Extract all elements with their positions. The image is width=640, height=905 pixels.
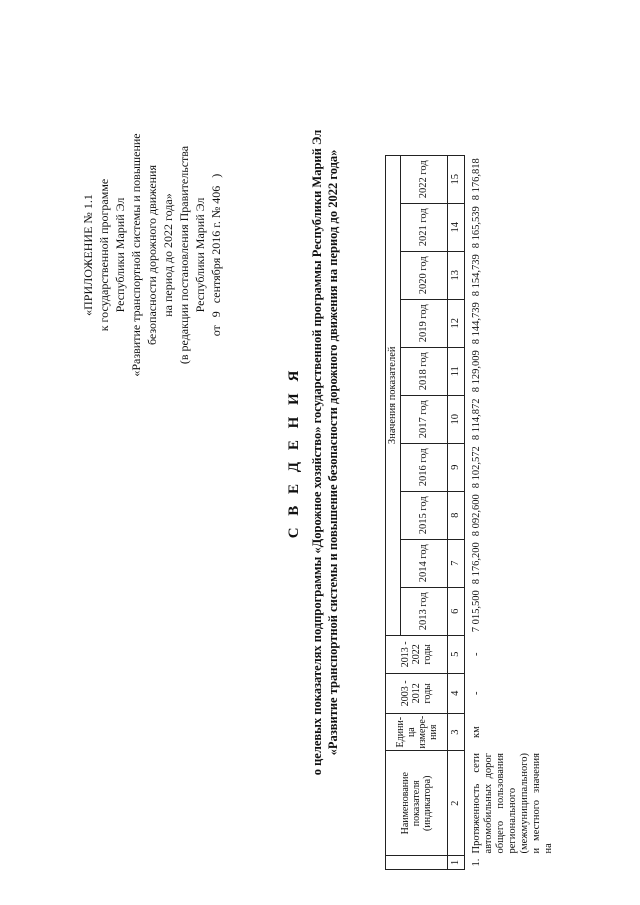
header-indicator-name: Наименование показателя (индикатора) xyxy=(386,751,448,856)
row-unit: км xyxy=(471,726,482,739)
row-value: 8 129,009 xyxy=(471,350,482,393)
table-header-row xyxy=(386,155,401,869)
row-indicator-name: Протяженность сети автомобильных дорог общего пользования регионального (межмуниципального) и местного значения на xyxy=(471,753,554,854)
column-number: 13 xyxy=(448,251,465,299)
header-year: 2019 год xyxy=(401,299,448,347)
header-period-2: 2013 - 2022 годы xyxy=(386,635,448,673)
title-block xyxy=(285,0,341,905)
column-number: 9 xyxy=(448,443,465,491)
indicators-table xyxy=(385,155,556,870)
column-number: 5 xyxy=(448,635,465,673)
subtitle-line: «Развитие транспортной системы и повышение безопасности дорожного движения на период до 2022 года» xyxy=(326,149,340,756)
appendix-line: «ПРИЛОЖЕНИЕ № 1.1 xyxy=(81,194,95,316)
column-number: 14 xyxy=(448,203,465,251)
appendix-block xyxy=(80,105,224,405)
column-number: 6 xyxy=(448,587,465,635)
row-value: 7 015,500 xyxy=(471,590,482,633)
header-year: 2013 год xyxy=(401,587,448,635)
column-number: 10 xyxy=(448,395,465,443)
column-number: 15 xyxy=(448,155,465,203)
appendix-line: к государственной программе xyxy=(97,178,111,332)
row-period-2: - xyxy=(471,652,482,657)
column-number-row xyxy=(448,155,465,869)
header-year: 2018 год xyxy=(401,347,448,395)
row-period-1: - xyxy=(471,691,482,696)
appendix-line: Республики Марий Эл xyxy=(193,197,207,313)
row-value: 8 102,572 xyxy=(471,446,482,489)
document-title: С В Е Д Е Н И Я xyxy=(286,366,302,539)
date-rest: сентября 2016 г. № xyxy=(209,206,223,304)
column-number: 11 xyxy=(448,347,465,395)
date-suffix: ) xyxy=(209,173,223,178)
appendix-line: (в редакции постановления Правительства xyxy=(177,145,191,365)
header-year: 2015 год xyxy=(401,491,448,539)
document-number: 406 xyxy=(209,185,223,204)
row-value: 8 176,200 xyxy=(471,542,482,585)
date-prefix: от xyxy=(209,325,223,337)
row-value: 8 154,739 xyxy=(471,254,482,297)
header-year: 2017 год xyxy=(401,395,448,443)
header-year: 2022 год xyxy=(401,155,448,203)
column-number: 1 xyxy=(448,856,465,870)
column-number: 3 xyxy=(448,713,465,751)
date-day: 9 xyxy=(209,311,223,318)
header-unit: Едини-ца измере-ния xyxy=(386,713,448,751)
row-value: 8 165,539 xyxy=(471,206,482,249)
header-index xyxy=(386,856,448,870)
column-number: 8 xyxy=(448,491,465,539)
header-year: 2014 год xyxy=(401,539,448,587)
appendix-line: на период до 2022 года» xyxy=(161,193,175,317)
row-value: 8 092,600 xyxy=(471,494,482,537)
row-value: 8 114,872 xyxy=(471,398,482,441)
document-subtitle xyxy=(309,0,341,905)
column-number: 2 xyxy=(448,751,465,856)
subtitle-line: о целевых показателях подпрограммы «Дорожное хозяйство» государственной программы Республики Марий Эл xyxy=(310,129,324,776)
appendix-line: «Развитие транспортной системы и повышение xyxy=(129,133,143,377)
table-row xyxy=(465,155,557,869)
column-number: 4 xyxy=(448,673,465,713)
header-values-group: Значения показателей xyxy=(386,155,401,635)
column-number: 7 xyxy=(448,539,465,587)
appendix-line: безопасности дорожного движения xyxy=(145,164,159,346)
row-number: 1. xyxy=(471,858,482,867)
header-year: 2020 год xyxy=(401,251,448,299)
appendix-date-line xyxy=(208,105,224,405)
header-year: 2021 год xyxy=(401,203,448,251)
header-period-1: 2003 - 2012 годы xyxy=(386,673,448,713)
row-value: 8 176,818 xyxy=(471,158,482,201)
appendix-line: Республики Марий Эл xyxy=(113,197,127,313)
row-value: 8 144,739 xyxy=(471,302,482,345)
column-number: 12 xyxy=(448,299,465,347)
header-year: 2016 год xyxy=(401,443,448,491)
